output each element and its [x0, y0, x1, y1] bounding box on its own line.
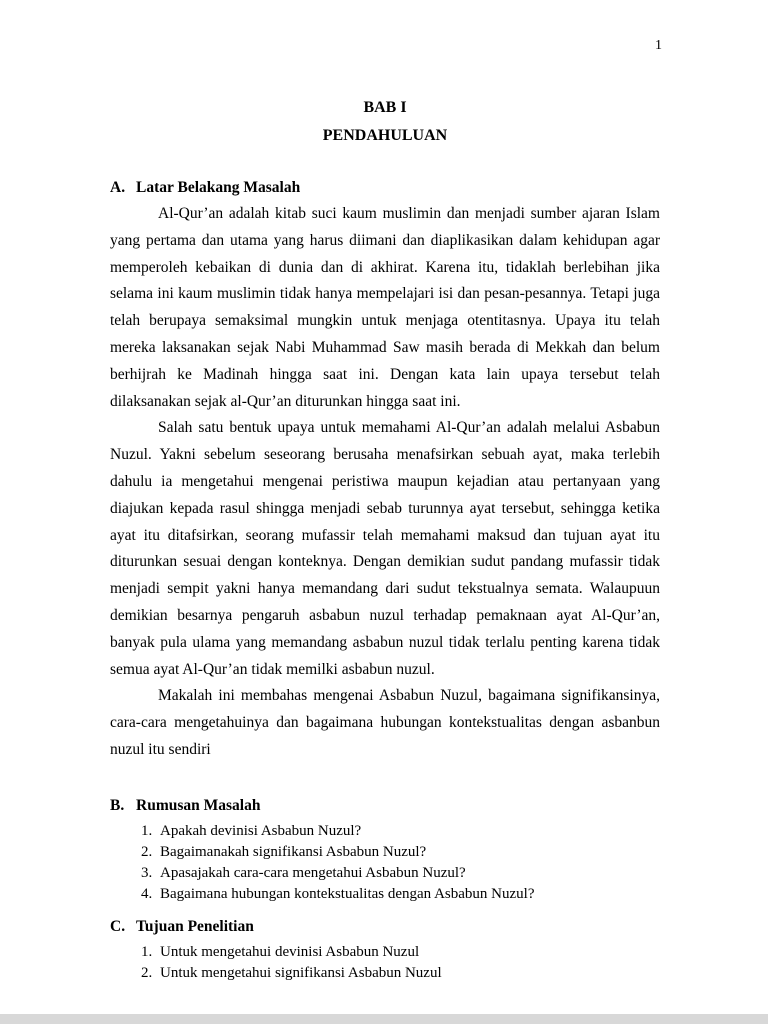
- list-item: 4. Bagaimana hubungan kontekstualitas dengan Asbabun Nuzul?: [156, 884, 660, 905]
- section-b-heading: [110, 792, 660, 819]
- chapter-title: [110, 94, 660, 150]
- section-b-letter: B.: [110, 796, 125, 814]
- list-item: 1. Untuk mengetahui devinisi Asbabun Nuzul: [156, 942, 660, 963]
- section-tujuan-penelitian: [110, 913, 660, 984]
- tujuan-penelitian-list: [110, 942, 660, 984]
- section-c-heading: [110, 913, 660, 940]
- rumusan-masalah-list: [110, 821, 660, 905]
- section-a-letter: A.: [110, 179, 126, 196]
- section-a-title: Latar Belakang Masalah: [136, 179, 301, 196]
- list-item: 2. Untuk mengetahui signifikansi Asbabun Nuzul: [156, 963, 660, 984]
- paragraph-3: Makalah ini membahas mengenai Asbabun Nuzul, bagaimana signifikansinya, cara-cara mengetahuinya dan bagaimana hubungan kontekstualitas dengan asbanbun nuzul itu sendiri: [110, 687, 660, 758]
- section-a-heading: [110, 174, 660, 201]
- section-rumusan-masalah: [110, 792, 660, 905]
- page-number: 1: [655, 38, 662, 53]
- section-c-letter: C.: [110, 917, 126, 935]
- section-c-title: Tujuan Penelitian: [136, 917, 254, 935]
- paragraph-2: Salah satu bentuk upaya untuk memahami Al-Qur’an adalah melalui Asbabun Nuzul. Yakni sebelum seseorang berusaha menafsirkan sebuah ayat, maka terlebih dahulu ia mengetahui mengenai peristiwa maupun kejadian atau pertanyaan yang diajukan kepada rasul shingga menjadi sebab turunnya ayat tersebut, sehingga ketika ayat itu ditafsirkan, seorang mufassir telah memahami maksud dan tujuan ayat itu diturunkan sesuai dengan konteknya. Dengan demikian sudut pandang mufassir tidak menjadi sempit yakni hanya memandang dari sudut tekstualnya semata. Walaupuun demikian besarnya pengaruh asbabun nuzul terhadap pemaknaan ayat Al-Qur’an, banyak pula ulama yang memandang asbabun nuzul tidak terlalu penting karena tidak semua ayat Al-Qur’an tidak memilki asbabun nuzul.: [110, 419, 660, 678]
- chapter-number: BAB I: [363, 99, 407, 116]
- list-item: 2. Bagaimanakah signifikansi Asbabun Nuzul?: [156, 842, 660, 863]
- chapter-name: PENDAHULUAN: [322, 127, 448, 144]
- page-edge-divider: [0, 1014, 768, 1024]
- list-item: 3. Apasajakah cara-cara mengetahui Asbabun Nuzul?: [156, 863, 660, 884]
- section-latar-belakang: [110, 174, 660, 764]
- paragraph-1: Al-Qur’an adalah kitab suci kaum muslimin dan menjadi sumber ajaran Islam yang pertama dan utama yang harus diimani dan diaplikasikan dalam kehidupan agar memperoleh kebaikan di dunia dan di akhirat. Karena itu, tidaklah berlebihan jika selama ini kaum muslimin tidak hanya mempelajari isi dan pesan-pesannya. Tetapi juga telah berupaya semaksimal mungkin untuk menjaga otentitasnya. Upaya itu telah mereka laksanakan sejak Nabi Muhammad Saw masih berada di Mekkah dan belum berhijrah ke Madinah hingga saat ini. Dengan kata lain upaya tersebut telah dilaksanakan sejak al-Qur’an diturunkan hingga saat ini.: [110, 205, 660, 410]
- list-item: 1. Apakah devinisi Asbabun Nuzul?: [156, 821, 660, 842]
- section-b-title: Rumusan Masalah: [136, 796, 261, 814]
